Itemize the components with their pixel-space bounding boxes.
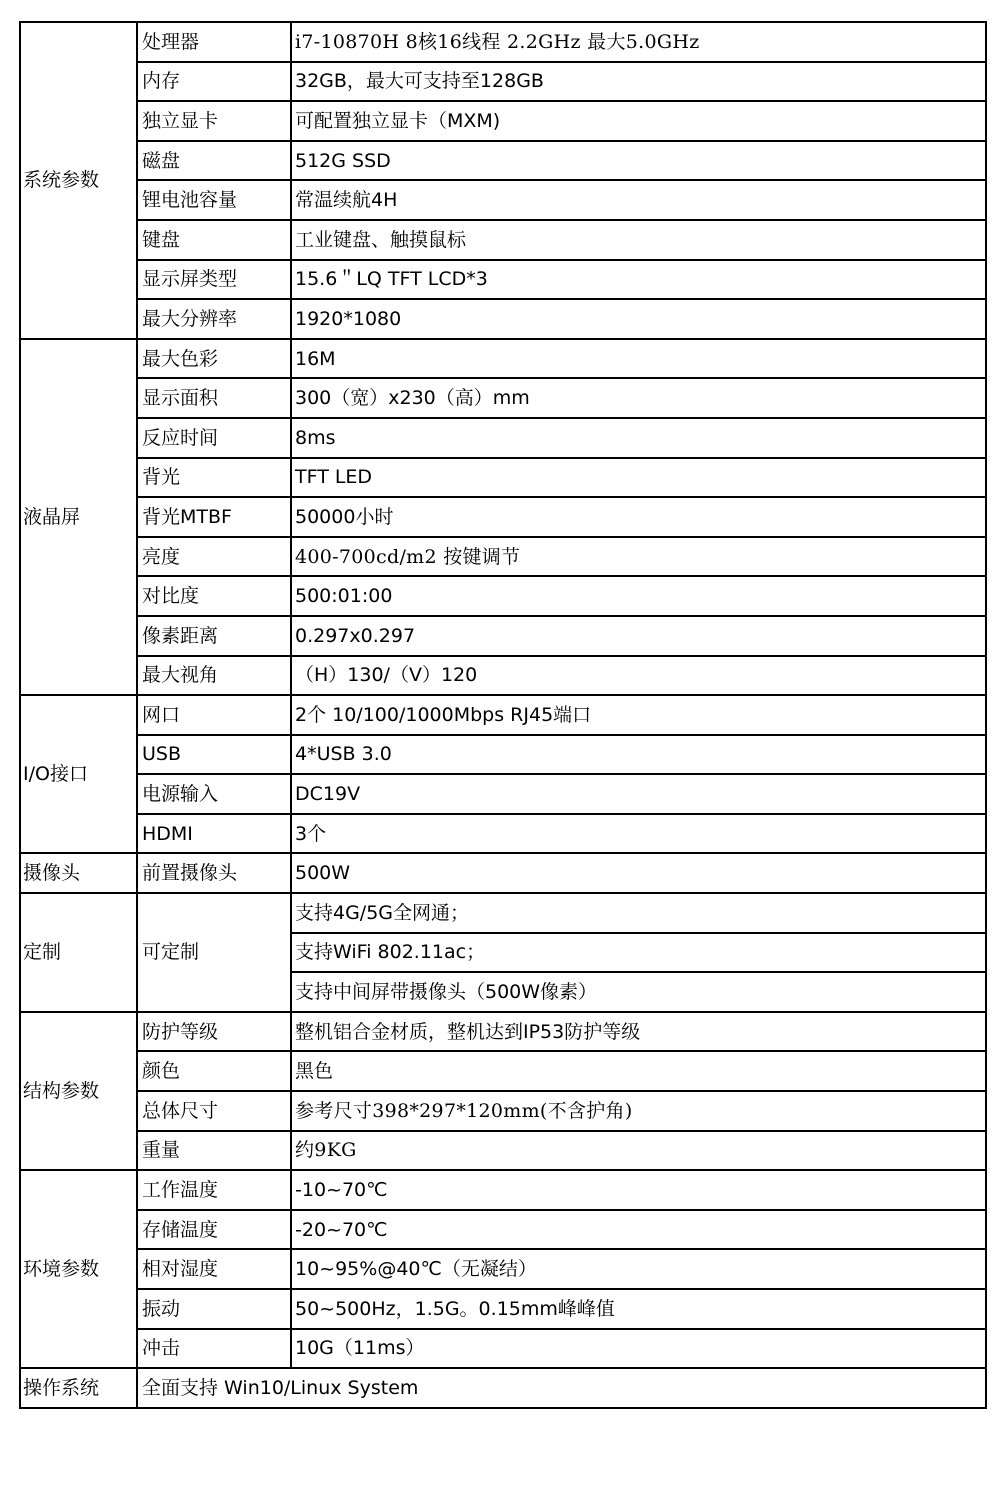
table-row (20, 735, 986, 775)
spec-label: HDMI (137, 814, 291, 854)
spec-label: 最大视角 (137, 656, 291, 696)
spec-value: 参考尺寸398*297*120mm(不含护角) (291, 1091, 986, 1131)
category-cell: 液晶屏 (20, 339, 137, 695)
spec-value: -10~70℃ (291, 1170, 986, 1210)
spec-label: 像素距离 (137, 616, 291, 656)
table-row (20, 418, 986, 458)
table-row (20, 497, 986, 537)
category-cell: 环境参数 (20, 1170, 137, 1368)
spec-value: 16M (291, 339, 986, 379)
category-cell: 摄像头 (20, 853, 137, 893)
spec-value: i7-10870H 8核16线程 2.2GHz 最大5.0GHz (291, 22, 986, 62)
table-row (20, 1051, 986, 1091)
table-row (20, 458, 986, 498)
table-row (20, 695, 986, 735)
table-row (20, 62, 986, 102)
spec-label: 背光MTBF (137, 497, 291, 537)
category-cell: 结构参数 (20, 1012, 137, 1170)
spec-label: 最大分辨率 (137, 299, 291, 339)
spec-label: 反应时间 (137, 418, 291, 458)
table-row (20, 1289, 986, 1329)
table-row (20, 339, 986, 379)
spec-value: 支持WiFi 802.11ac； (291, 933, 986, 973)
table-row (20, 1170, 986, 1210)
spec-label: 总体尺寸 (137, 1091, 291, 1131)
spec-label: 显示屏类型 (137, 260, 291, 300)
spec-value: 10~95%@40℃（无凝结） (291, 1249, 986, 1289)
table-row (20, 141, 986, 181)
spec-value: 1920*1080 (291, 299, 986, 339)
table-row (20, 180, 986, 220)
spec-value: 8ms (291, 418, 986, 458)
spec-label: 电源输入 (137, 774, 291, 814)
spec-value: 500W (291, 853, 986, 893)
spec-value: 3个 (291, 814, 986, 854)
table-row (20, 1091, 986, 1131)
spec-label: 相对湿度 (137, 1249, 291, 1289)
spec-label: 处理器 (137, 22, 291, 62)
spec-value: 15.6＂LQ TFT LCD*3 (291, 260, 986, 300)
table-row (20, 893, 986, 933)
spec-label: 显示面积 (137, 378, 291, 418)
table-row (20, 260, 986, 300)
spec-label: 对比度 (137, 576, 291, 616)
table-row (20, 616, 986, 656)
table-row (20, 101, 986, 141)
spec-value: 约9KG (291, 1131, 986, 1171)
spec-label: USB (137, 735, 291, 775)
category-cell: 定制 (20, 893, 137, 1012)
spec-value: 50000小时 (291, 497, 986, 537)
table-row (20, 1329, 986, 1369)
table-row (20, 299, 986, 339)
spec-label: 前置摄像头 (137, 853, 291, 893)
table-row (20, 853, 986, 893)
spec-value: （H）130/（V）120 (291, 656, 986, 696)
spec-label: 最大色彩 (137, 339, 291, 379)
spec-label: 颜色 (137, 1051, 291, 1091)
spec-table (19, 21, 987, 1409)
spec-value: 可配置独立显卡（MXM) (291, 101, 986, 141)
spec-value: 10G（11ms） (291, 1329, 986, 1369)
spec-label: 键盘 (137, 220, 291, 260)
spec-label: 内存 (137, 62, 291, 102)
spec-value: 整机铝合金材质，整机达到IP53防护等级 (291, 1012, 986, 1052)
spec-label: 磁盘 (137, 141, 291, 181)
spec-label: 网口 (137, 695, 291, 735)
table-row (20, 378, 986, 418)
table-row (20, 814, 986, 854)
table-row (20, 1249, 986, 1289)
spec-value: 工业键盘、触摸鼠标 (291, 220, 986, 260)
spec-label: 冲击 (137, 1329, 291, 1369)
table-row (20, 22, 986, 62)
spec-value: 4*USB 3.0 (291, 735, 986, 775)
spec-value: 50~500Hz，1.5G。0.15mm峰峰值 (291, 1289, 986, 1329)
spec-value: 32GB，最大可支持至128GB (291, 62, 986, 102)
table-row (20, 656, 986, 696)
spec-value: 黑色 (291, 1051, 986, 1091)
spec-value: 0.297x0.297 (291, 616, 986, 656)
spec-value: 400-700cd/m2 按键调节 (291, 537, 986, 577)
spec-value: 支持4G/5G全网通； (291, 893, 986, 933)
spec-value: 全面支持 Win10/Linux System (137, 1368, 986, 1408)
spec-value: DC19V (291, 774, 986, 814)
table-row (20, 220, 986, 260)
spec-label: 锂电池容量 (137, 180, 291, 220)
spec-value: 2个 10/100/1000Mbps RJ45端口 (291, 695, 986, 735)
spec-label: 背光 (137, 458, 291, 498)
spec-label: 振动 (137, 1289, 291, 1329)
spec-label: 工作温度 (137, 1170, 291, 1210)
spec-label: 亮度 (137, 537, 291, 577)
spec-label: 重量 (137, 1131, 291, 1171)
category-cell: 系统参数 (20, 22, 137, 339)
spec-value: 支持中间屏带摄像头（500W像素） (291, 972, 986, 1012)
spec-value: 512G SSD (291, 141, 986, 181)
table-row (20, 774, 986, 814)
spec-value: 300（宽）x230（高）mm (291, 378, 986, 418)
spec-value: TFT LED (291, 458, 986, 498)
spec-value: 常温续航4H (291, 180, 986, 220)
spec-label: 独立显卡 (137, 101, 291, 141)
table-row (20, 1210, 986, 1250)
spec-value: -20~70℃ (291, 1210, 986, 1250)
spec-table-body (20, 22, 986, 1408)
category-cell: 操作系统 (20, 1368, 137, 1408)
spec-value: 500:01:00 (291, 576, 986, 616)
spec-label: 可定制 (137, 893, 291, 1012)
table-row (20, 1012, 986, 1052)
table-row (20, 537, 986, 577)
category-cell: I/O接口 (20, 695, 137, 853)
spec-label: 存储温度 (137, 1210, 291, 1250)
table-row (20, 1131, 986, 1171)
table-row (20, 1368, 986, 1408)
table-row (20, 576, 986, 616)
spec-label: 防护等级 (137, 1012, 291, 1052)
